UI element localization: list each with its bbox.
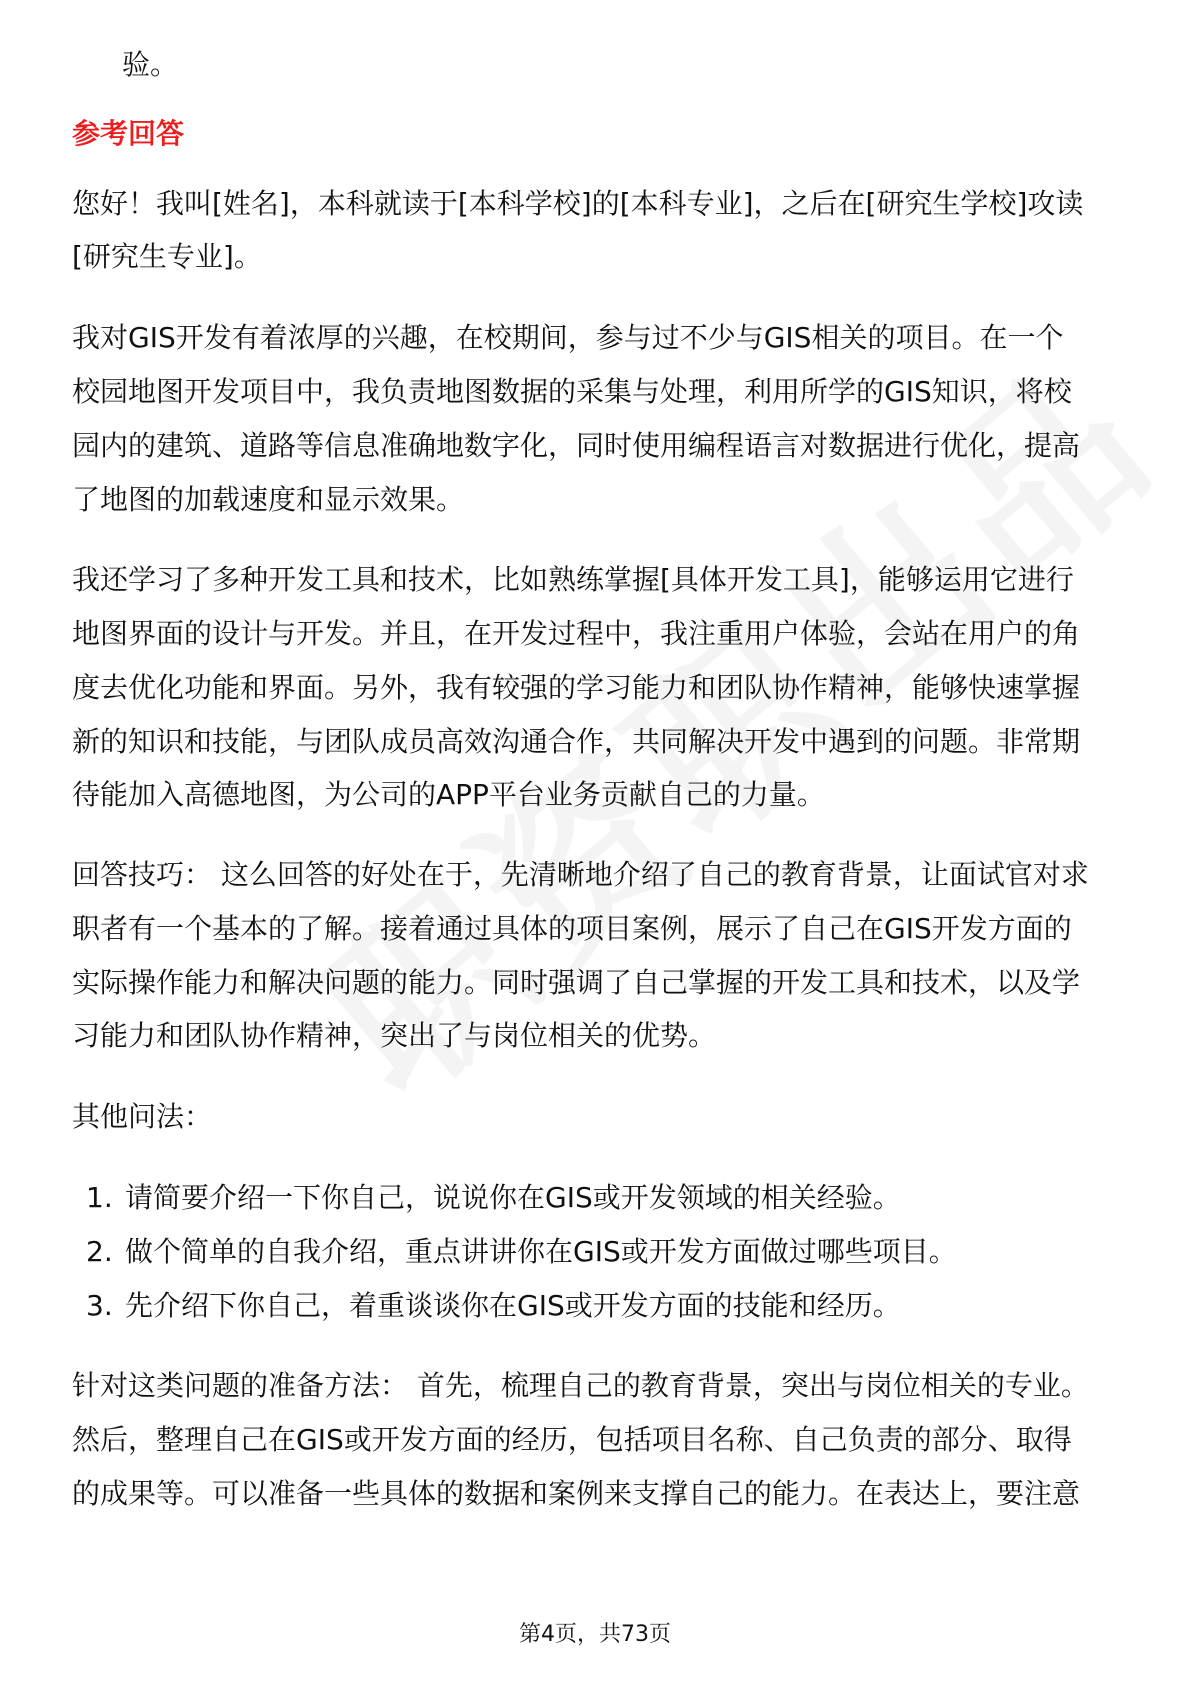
paragraph5-line: 针对这类问题的准备方法： 首先，梳理自己的教育背景，突出与岗位相关的专业。 [72,1369,1089,1402]
paragraph3-line: 待能加入高德地图，为公司的APP平台业务贡献自己的力量。 [72,778,825,811]
paragraph3-line: 度去优化功能和界面。另外，我有较强的学习能力和团队协作精神，能够快速掌握 [72,671,1081,704]
paragraph5-line: 的成果等。可以准备一些具体的数据和案例来支撑自己的能力。在表达上，要注意 [72,1477,1081,1510]
paragraph3-line: 新的知识和技能，与团队成员高效沟通合作，共同解决开发中遇到的问题。非常期 [72,725,1081,758]
paragraph2-line: 我对GIS开发有着浓厚的兴趣，在校期间，参与过不少与GIS相关的项目。在一个 [72,321,1064,354]
intro-tail: 验。 [122,48,179,81]
paragraph2-line: 校园地图开发项目中，我负责地图数据的采集与处理，利用所学的GIS知识，将校 [72,375,1072,408]
list-item-text: 做个简单的自我介绍，重点讲讲你在GIS或开发方面做过哪些项目。 [125,1235,957,1268]
paragraph3-line: 我还学习了多种开发工具和技术，比如熟练掌握[具体开发工具]，能够运用它进行 [72,563,1074,596]
paragraph5-line: 然后，整理自己在GIS或开发方面的经历，包括项目名称、自己负责的部分、取得 [72,1423,1072,1456]
list-item-number: 3. [86,1289,113,1322]
paragraph2-line: 了地图的加载速度和显示效果。 [72,483,465,516]
paragraph1-line: [研究生专业]。 [72,240,262,273]
paragraph4-line: 习能力和团队协作精神，突出了与岗位相关的优势。 [72,1019,717,1052]
paragraph3-line: 地图界面的设计与开发。并且，在开发过程中，我注重用户体验，会站在用户的角 [72,617,1081,650]
paragraph4-line: 职者有一个基本的了解。接着通过具体的项目案例，展示了自己在GIS开发方面的 [72,912,1072,945]
list-item-text: 请简要介绍一下你自己，说说你在GIS或开发领域的相关经验。 [125,1181,901,1214]
list-item-number: 1. [86,1181,113,1214]
other-questions-label: 其他问法： [72,1100,213,1133]
answer-heading: 参考回答 [72,117,185,150]
paragraph4-line: 回答技巧： 这么回答的好处在于，先清晰地介绍了自己的教育背景，让面试官对求 [72,858,1089,891]
paragraph4-line: 实际操作能力和解决问题的能力。同时强调了自己掌握的开发工具和技术，以及学 [72,966,1081,999]
paragraph1-line: 您好！我叫[姓名]，本科就读于[本科学校]的[本科专业]，之后在[研究生学校]攻读 [72,187,1084,220]
list-item-text: 先介绍下你自己，着重谈谈你在GIS或开发方面的技能和经历。 [125,1289,901,1322]
page-footer: 第4页，共73页 [519,1622,671,1647]
paragraph2-line: 园内的建筑、道路等信息准确地数字化，同时使用编程语言对数据进行优化，提高 [72,429,1081,462]
list-item-number: 2. [86,1235,113,1268]
